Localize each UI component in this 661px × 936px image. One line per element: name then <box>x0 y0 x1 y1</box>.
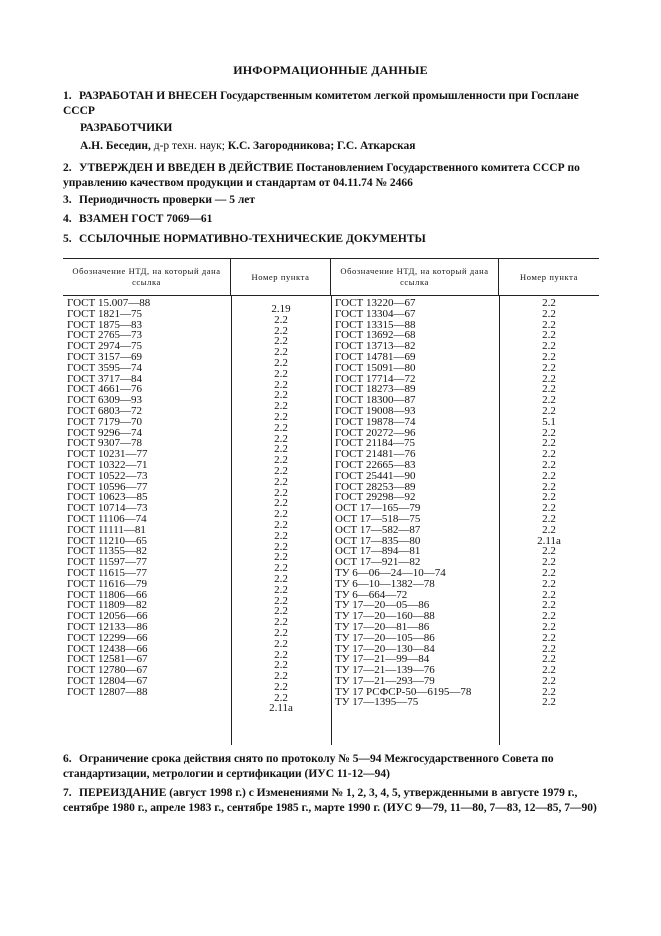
table-cell: 2.2 <box>542 664 556 677</box>
table-cell: ГОСТ 1821—75 <box>67 307 142 320</box>
table-cell: ТУ 17—21—293—79 <box>335 674 435 687</box>
table-cell: ОСТ 17—894—81 <box>335 545 421 558</box>
table-cell: ГОСТ 29298—92 <box>335 491 416 504</box>
table-cell: 2.2 <box>274 626 288 639</box>
table-cell: ГОСТ 9307—78 <box>67 437 142 450</box>
item-1-text: РАЗРАБОТАН И ВНЕСЕН Государственным комитетом легкой промышленности при Госплане СССР <box>63 90 579 117</box>
table-cell: ТУ 17—20—05—86 <box>335 599 430 612</box>
table-cell: 2.2 <box>274 670 288 683</box>
table-cell: 2.2 <box>274 691 288 704</box>
table-cell: 2.2 <box>274 659 288 672</box>
developer-1-degree: д-р техн. наук; <box>150 140 225 152</box>
table-cell: 2.2 <box>274 562 288 575</box>
table-cell: 2.2 <box>274 529 288 542</box>
table-cell: ОСТ 17—165—79 <box>335 502 421 515</box>
table-cell: 2.11а <box>269 702 293 715</box>
item-6-text: Ограничение срока действия снято по протоколу № 5—94 Межгосударственного Совета по стандартизации, метрологии и сертификации (ИУС 11-12—94) <box>63 753 554 780</box>
table-cell: ГОСТ 4661—76 <box>67 383 142 396</box>
left-docs-column <box>67 298 227 697</box>
table-cell: ГОСТ 15091—80 <box>335 361 416 374</box>
table-cell: 2.2 <box>542 297 556 309</box>
table-cell: ТУ 17—20—105—86 <box>335 631 435 644</box>
table-cell: 2.19 <box>271 303 291 315</box>
table-cell: ГОСТ 12804—67 <box>67 674 148 687</box>
table-cell: 2.2 <box>542 642 556 655</box>
table-cell: ТУ 17—1395—75 <box>335 696 419 709</box>
table-cell: ТУ 17—21—139—76 <box>335 664 435 677</box>
table-cell: 2.2 <box>542 480 556 493</box>
table-cell: 2.2 <box>542 491 556 504</box>
table-cell: 2.2 <box>274 400 288 413</box>
table-cell: 2.2 <box>274 313 288 326</box>
table-cell: 2.2 <box>542 329 556 342</box>
table-cell: ГОСТ 25441—90 <box>335 469 416 482</box>
item-1 <box>63 89 598 119</box>
table-cell: 2.2 <box>274 551 288 564</box>
table-cell: 2.2 <box>542 610 556 623</box>
table-cell: ГОСТ 11111—81 <box>67 523 146 536</box>
table-cell: ГОСТ 13315—88 <box>335 318 416 331</box>
table-cell: ГОСТ 10596—77 <box>67 480 148 493</box>
table-cell: 2.2 <box>542 556 556 569</box>
developer-1-name: А.Н. Беседин, <box>80 140 151 152</box>
table-cell: 2.11а <box>537 534 561 547</box>
table-cell: 2.2 <box>274 475 288 488</box>
table-cell: ГОСТ 12807—88 <box>67 685 148 698</box>
table-cell: 2.2 <box>274 605 288 618</box>
table-cell: 2.2 <box>542 404 556 417</box>
table-cell: 2.2 <box>542 620 556 633</box>
table-cell: 2.2 <box>542 350 556 363</box>
table-cell: ТУ 17—20—81—86 <box>335 620 430 633</box>
table-cell: 2.2 <box>542 458 556 471</box>
table-cell: 2.2 <box>542 307 556 320</box>
table-cell: ГОСТ 11615—77 <box>67 566 148 579</box>
table-cell: ГОСТ 9296—74 <box>67 426 142 439</box>
item-6 <box>63 752 598 782</box>
table-cell: 2.2 <box>542 383 556 396</box>
table-cell: ГОСТ 2765—73 <box>67 329 142 342</box>
table-cell: 2.2 <box>542 566 556 579</box>
table-cell: ГОСТ 15.007—88 <box>67 297 151 309</box>
table-cell: 2.2 <box>542 577 556 590</box>
header-designation-right: Обозначение НТД, на который дана ссылка <box>331 259 499 295</box>
table-cell: ГОСТ 12438—66 <box>67 642 148 655</box>
table-cell: ГОСТ 3595—74 <box>67 361 142 374</box>
table-cell: ГОСТ 12780—67 <box>67 664 148 677</box>
table-cell: 2.2 <box>542 545 556 558</box>
table-cell: 2.2 <box>274 410 288 423</box>
table-body <box>63 296 599 745</box>
item-2 <box>63 161 598 191</box>
table-cell: ГОСТ 11210—65 <box>67 534 148 547</box>
table-cell: ГОСТ 19878—74 <box>335 415 416 428</box>
left-clauses-column <box>231 304 331 714</box>
table-cell: 2.2 <box>274 335 288 348</box>
header-designation-left: Обозначение НТД, на который дана ссылка <box>63 259 231 295</box>
table-cell: ГОСТ 7179—70 <box>67 415 142 428</box>
column-divider <box>331 296 332 745</box>
table-cell: ГОСТ 12581—67 <box>67 653 148 666</box>
table-cell: ГОСТ 17714—72 <box>335 372 416 385</box>
item-2-number: 2. <box>63 162 72 174</box>
table-cell: 2.2 <box>542 653 556 666</box>
table-cell: ОСТ 17—835—80 <box>335 534 421 547</box>
table-cell: ГОСТ 11355—82 <box>67 545 148 558</box>
table-cell: ГОСТ 10522—73 <box>67 469 148 482</box>
table-cell: ТУ 17—20—160—88 <box>335 610 435 623</box>
table-cell: ГОСТ 21481—76 <box>335 448 416 461</box>
item-3-number: 3. <box>63 194 72 206</box>
table-cell: ТУ 17—21—99—84 <box>335 653 430 666</box>
table-cell: ГОСТ 3717—84 <box>67 372 142 385</box>
table-cell: ТУ 17—20—130—84 <box>335 642 435 655</box>
item-4 <box>63 212 598 227</box>
table-cell: 5.1 <box>542 415 556 428</box>
table-cell: 2.2 <box>274 421 288 434</box>
item-5-text: ССЫЛОЧНЫЕ НОРМАТИВНО-ТЕХНИЧЕСКИЕ ДОКУМЕНТЫ <box>79 233 426 245</box>
table-cell: ГОСТ 12299—66 <box>67 631 148 644</box>
header-clause-left: Номер пункта <box>231 259 331 295</box>
table-cell: 2.2 <box>274 464 288 477</box>
table-cell: 2.2 <box>542 696 556 709</box>
table-cell: 2.2 <box>274 648 288 661</box>
table-cell: ГОСТ 11597—77 <box>67 556 148 569</box>
table-cell: 2.2 <box>542 674 556 687</box>
table-cell: 2.2 <box>542 340 556 353</box>
table-cell: ГОСТ 10322—71 <box>67 458 148 471</box>
table-cell: ГОСТ 10231—77 <box>67 448 148 461</box>
table-cell: ГОСТ 28253—89 <box>335 480 416 493</box>
table-cell: ГОСТ 13220—67 <box>335 297 416 309</box>
table-cell: ГОСТ 11106—74 <box>67 512 147 525</box>
table-cell: 2.2 <box>542 361 556 374</box>
table-cell: 2.2 <box>274 346 288 359</box>
right-clauses-column <box>499 298 599 708</box>
table-cell: 2.2 <box>542 469 556 482</box>
table-cell: ГОСТ 22665—83 <box>335 458 416 471</box>
table-cell: ГОСТ 13713—82 <box>335 340 416 353</box>
item-7 <box>63 786 598 816</box>
item-6-number: 6. <box>63 753 72 765</box>
table-cell: 2.2 <box>274 594 288 607</box>
table-cell: 2.2 <box>542 599 556 612</box>
item-7-text: ПЕРЕИЗДАНИЕ (август 1998 г.) с Изменениями № 1, 2, 3, 4, 5, утвержденными в августе 1979 г., сентябре 1980 г., апреле 1983 г., сентябре 1985 г., марте 1990 г. (ИУС 9—79, 11—80, 7—83, 12—85, 7—90) <box>63 787 597 814</box>
item-2-text: УТВЕРЖДЕН И ВВЕДЕН В ДЕЙСТВИЕ Постановлением Государственного комитета СССР по управлению качеством продукции и стандартам от 04.11.74 № 2466 <box>63 162 580 189</box>
table-cell: 2.2 <box>274 378 288 391</box>
table-cell: 2.2 <box>274 432 288 445</box>
item-5-number: 5. <box>63 233 72 245</box>
table-cell: ГОСТ 20272—96 <box>335 426 416 439</box>
table-cell: ГОСТ 13304—67 <box>335 307 416 320</box>
item-3 <box>63 193 598 208</box>
table-cell: ГОСТ 14781—69 <box>335 350 416 363</box>
item-7-number: 7. <box>63 787 72 799</box>
table-cell: ГОСТ 11806—66 <box>67 588 148 601</box>
table-cell: 2.2 <box>542 523 556 536</box>
developers-list <box>63 139 615 154</box>
page-title: ИНФОРМАЦИОННЫЕ ДАННЫЕ <box>233 63 428 77</box>
table-cell: 2.2 <box>542 394 556 407</box>
table-cell: 2.2 <box>274 508 288 521</box>
table-cell: ТУ 17 РСФСР-50—6195—78 <box>335 685 472 698</box>
item-5 <box>63 232 598 247</box>
table-cell: 2.2 <box>274 518 288 531</box>
table-cell: 2.2 <box>542 426 556 439</box>
table-cell: ГОСТ 18300—87 <box>335 394 416 407</box>
table-cell: 2.2 <box>274 540 288 553</box>
table-cell: ТУ 6—10—1382—78 <box>335 577 435 590</box>
table-cell: ТУ 6—664—72 <box>335 588 408 601</box>
table-cell: 2.2 <box>274 443 288 456</box>
table-cell: ГОСТ 18273—89 <box>335 383 416 396</box>
table-cell: 2.2 <box>274 637 288 650</box>
table-cell: 2.2 <box>274 486 288 499</box>
table-cell: ГОСТ 19008—93 <box>335 404 416 417</box>
right-docs-column <box>335 298 497 708</box>
developer-others: К.С. Загородникова; Г.С. Аткарская <box>224 140 416 152</box>
table-cell: ГОСТ 12056—66 <box>67 610 148 623</box>
table-cell: 2.2 <box>274 356 288 369</box>
item-1-number: 1. <box>63 90 72 102</box>
table-cell: ОСТ 17—921—82 <box>335 556 421 569</box>
table-cell: 2.2 <box>274 616 288 629</box>
table-cell: ГОСТ 11809—82 <box>67 599 148 612</box>
table-cell: 2.2 <box>542 685 556 698</box>
developers-label: РАЗРАБОТЧИКИ <box>80 122 173 134</box>
table-cell: ГОСТ 10623—85 <box>67 491 148 504</box>
item-4-text: ВЗАМЕН ГОСТ 7069—61 <box>79 213 213 225</box>
table-cell: 2.2 <box>274 572 288 585</box>
table-cell: 2.2 <box>542 372 556 385</box>
item-3-text: Периодичность проверки — 5 лет <box>79 194 256 206</box>
table-cell: 2.2 <box>542 631 556 644</box>
table-cell: 2.2 <box>274 680 288 693</box>
table-cell: 2.2 <box>542 448 556 461</box>
table-cell: ГОСТ 2974—75 <box>67 340 142 353</box>
table-cell: ГОСТ 6803—72 <box>67 404 142 417</box>
table-cell: 2.2 <box>274 497 288 510</box>
table-cell: ГОСТ 13692—68 <box>335 329 416 342</box>
table-cell: 2.2 <box>274 324 288 337</box>
table-cell: ГОСТ 21184—75 <box>335 437 416 450</box>
table-cell: 2.2 <box>542 512 556 525</box>
table-cell: 2.2 <box>542 502 556 515</box>
table-cell: 2.2 <box>274 389 288 402</box>
table-cell: ГОСТ 11616—79 <box>67 577 148 590</box>
item-4-number: 4. <box>63 213 72 225</box>
table-cell: ТУ 6—06—24—10—74 <box>335 566 446 579</box>
reference-documents-table <box>63 258 599 745</box>
table-cell: ГОСТ 10714—73 <box>67 502 148 515</box>
table-cell: 2.2 <box>274 454 288 467</box>
header-clause-right: Номер пункта <box>520 271 578 282</box>
table-header <box>63 258 599 296</box>
table-cell: 2.2 <box>542 318 556 331</box>
table-cell: ОСТ 17—582—87 <box>335 523 421 536</box>
table-cell: 2.2 <box>274 583 288 596</box>
table-cell: ГОСТ 6309—93 <box>67 394 142 407</box>
table-cell: 2.2 <box>274 367 288 380</box>
table-cell: 2.2 <box>542 437 556 450</box>
table-cell: ГОСТ 3157—69 <box>67 350 142 363</box>
table-cell: ГОСТ 12133—86 <box>67 620 148 633</box>
table-cell: ГОСТ 1875—83 <box>67 318 142 331</box>
table-cell: ОСТ 17—518—75 <box>335 512 421 525</box>
table-cell: 2.2 <box>542 588 556 601</box>
